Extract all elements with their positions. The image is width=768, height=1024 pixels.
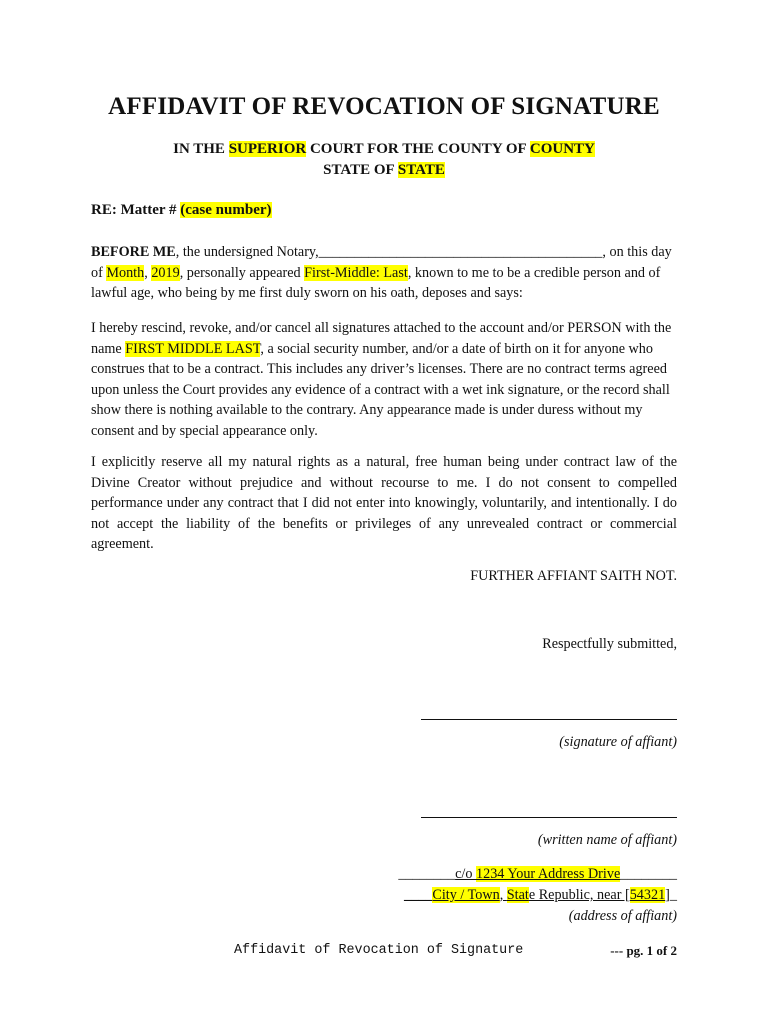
state-prefix: STATE OF	[323, 162, 398, 178]
affiant-name-field: First-Middle: Last	[304, 264, 408, 281]
paragraph-reserve-rights	[91, 452, 677, 555]
para1-text-c: , personally appeared	[179, 264, 305, 281]
court-type: SUPERIOR	[228, 141, 307, 157]
para2-text-b: , a social security number, and/or a date of birth on it for anyone who construes that to be a contract. This includes any driver’s licenses. There are no contract terms agreed upon unless the Court provides any evidence of a contract with a wet ink signature, or the record shall show there is nothing available to the contrary. Any appearance made is under duress without my consent and by special appearance only.	[91, 340, 670, 439]
address-line-1	[398, 866, 677, 883]
notary-blank: ________________________________________	[318, 244, 603, 260]
street-address: 1234 Your Address Drive	[476, 866, 621, 882]
court-prefix: IN THE	[173, 141, 229, 157]
county-name: COUNTY	[529, 141, 595, 157]
zip-field: 54321	[629, 887, 666, 903]
court-line	[0, 141, 768, 158]
before-me-label: BEFORE ME	[91, 244, 176, 260]
signature-caption: (signature of affiant)	[559, 734, 677, 750]
further-affiant-text: FURTHER AFFIANT SAITH NOT.	[470, 568, 677, 584]
address-blank-c: ____	[403, 887, 433, 903]
paragraph-rescind	[91, 318, 677, 442]
person-name-field: FIRST MIDDLE LAST	[125, 340, 261, 357]
address-blank-b: ________	[620, 866, 677, 882]
page-number: --- pg. 1 of 2	[610, 943, 677, 958]
respectfully-submitted: Respectfully submitted,	[542, 636, 677, 652]
state-rest: e Republic, near [	[528, 887, 630, 903]
para1-text-b: , on this day of	[91, 244, 672, 281]
footer-title: Affidavit of Revocation of Signature	[234, 943, 524, 958]
matter-label: RE: Matter #	[91, 202, 181, 218]
written-name-line	[421, 817, 677, 818]
address-comma: ,	[499, 887, 507, 903]
state-field: Stat	[506, 887, 529, 903]
case-number: (case number)	[180, 202, 272, 218]
document-title: AFFIDAVIT OF REVOCATION OF SIGNATURE	[108, 93, 660, 120]
para1-text-a: , the undersigned Notary,	[175, 244, 319, 260]
address-end: ]_	[665, 887, 677, 903]
address-line-2	[404, 887, 677, 904]
state-line	[0, 162, 768, 179]
state-name: STATE	[397, 162, 445, 178]
month-field: Month	[106, 264, 145, 281]
para3-text: I explicitly reserve all my natural rights as a natural, free human being under contract law of the Divine Creator without prejudice and without recourse to me. I do not consent to compelled performance under any contract that I did not enter into knowingly, voluntarily, and intentionally. I do not accept the liability of the benefits or privileges of any unrevealed contract or commercial agreement.	[91, 454, 677, 553]
signature-line	[421, 719, 677, 720]
para1-comma: ,	[144, 264, 152, 281]
address-blank-a: ________	[398, 866, 456, 882]
address-caption: (address of affiant)	[568, 908, 677, 924]
para1-text-d: , known to me to be a credible person and of lawful age, who being by me first duly sworn on his oath, deposes and says:	[91, 264, 661, 302]
written-name-caption: (written name of affiant)	[537, 832, 677, 848]
year-field: 2019	[151, 264, 180, 281]
care-of: c/o	[455, 866, 476, 882]
court-middle: COURT FOR THE COUNTY OF	[306, 141, 530, 157]
matter-reference	[91, 202, 272, 219]
paragraph-before-me	[91, 242, 677, 304]
para2-text-a: I hereby rescind, revoke, and/or cancel all signatures attached to the account and/or PERSON with the name	[91, 320, 672, 357]
city-field: City / Town	[432, 887, 500, 903]
